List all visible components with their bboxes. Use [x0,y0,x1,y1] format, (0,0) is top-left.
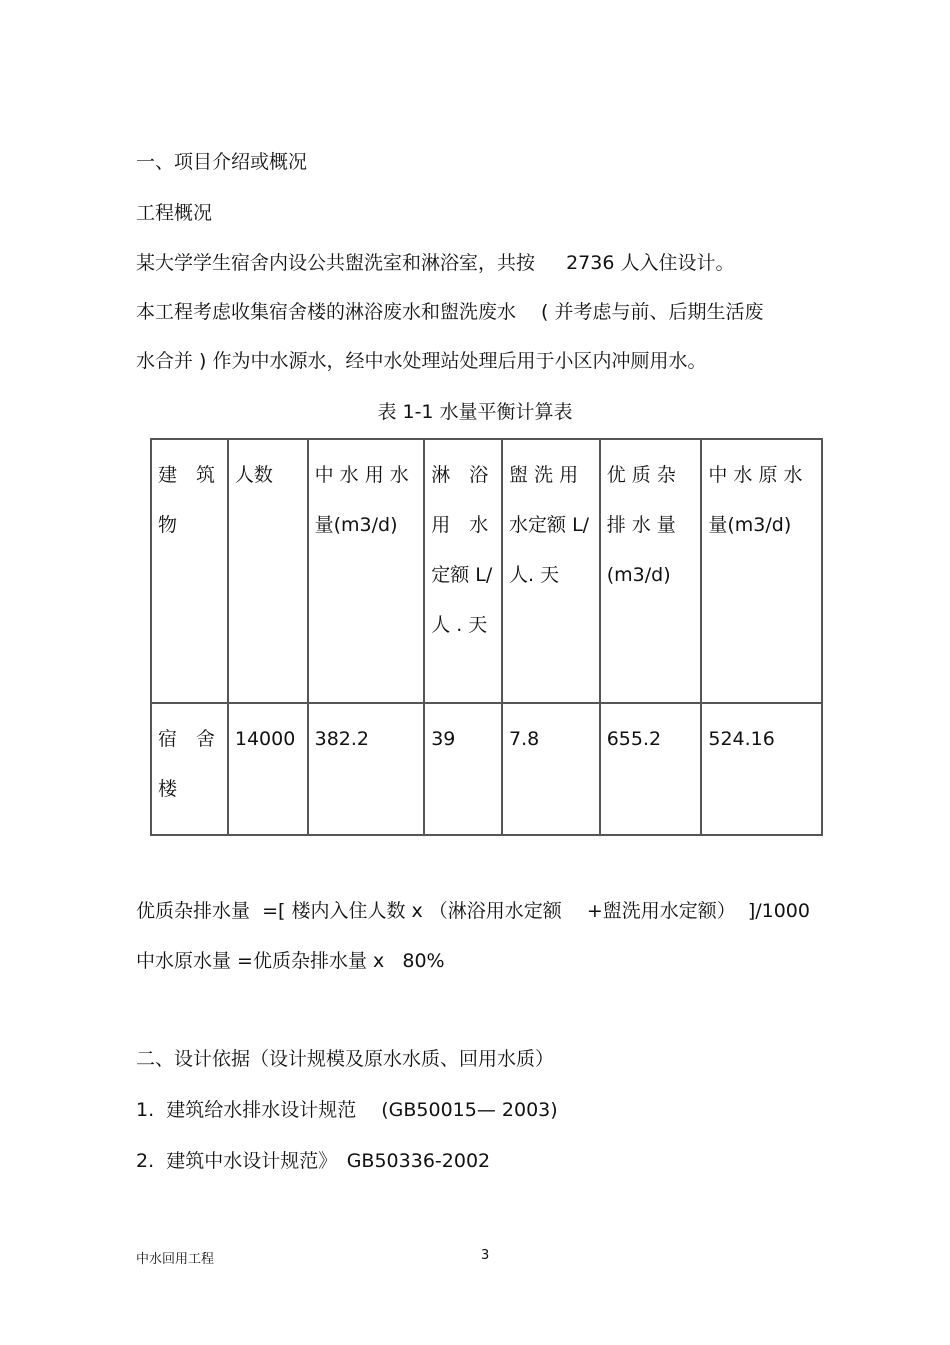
cell-reclaimed-use: 382.2 [308,703,425,835]
paragraph-2-line-2: 水合并 ) 作为中水源水，经中水处理站处理后用于小区内冲厕用水。 [136,350,707,372]
section2-heading: 二、设计依据（设计规模及原水水质、回用水质） [136,1048,555,1070]
water-balance-table [150,438,823,836]
header-reclaimed-use: 中 水 用 水量(m3/d) [308,439,425,703]
cell-wash-quota: 7.8 [502,703,600,835]
formula-greywater: 优质杂排水量 =[ 楼内入住人数 x （淋浴用水定额 +盥洗用水定额） ]/1000 [136,900,810,922]
formula-source-water: 中水原水量 =优质杂排水量 x 80% [136,950,445,972]
cell-source-water: 524.16 [701,703,822,835]
paragraph-1: 某大学学生宿舍内设公共盥洗室和淋浴室，共按 2736 人入住设计。 [136,252,735,274]
header-wash-quota: 盥 洗 用水定额 L/ 人. 天 [502,439,600,703]
page-number: 3 [481,1248,490,1263]
paragraph-2-line-1: 本工程考虑收集宿舍楼的淋浴废水和盥洗废水 ( 并考虑与前、后期生活废 [136,301,764,323]
reference-item-1: 1. 建筑给水排水设计规范 (GB50015— 2003) [136,1099,558,1121]
cell-shower-quota: 39 [424,703,502,835]
section1-heading: 一、项目介绍或概况 [136,151,308,173]
table-caption: 表 1-1 水量平衡计算表 [377,401,573,423]
cell-building: 宿 舍楼 [151,703,228,835]
table-row [151,703,822,835]
header-greywater: 优 质 杂排 水 量(m3/d) [600,439,702,703]
cell-people: 14000 [228,703,308,835]
footer-title: 中水回用工程 [136,1252,215,1267]
cell-greywater: 655.2 [600,703,702,835]
reference-item-2: 2. 建筑中水设计规范》 GB50336-2002 [136,1150,491,1172]
table-header-row [151,439,822,703]
header-building: 建 筑物 [151,439,228,703]
section1-subheading: 工程概况 [136,202,213,224]
header-people: 人数 [228,439,308,703]
header-shower-quota: 淋 浴用 水定额 L/ 人 . 天 [424,439,502,703]
header-source-water: 中 水 原 水量(m3/d) [701,439,822,703]
